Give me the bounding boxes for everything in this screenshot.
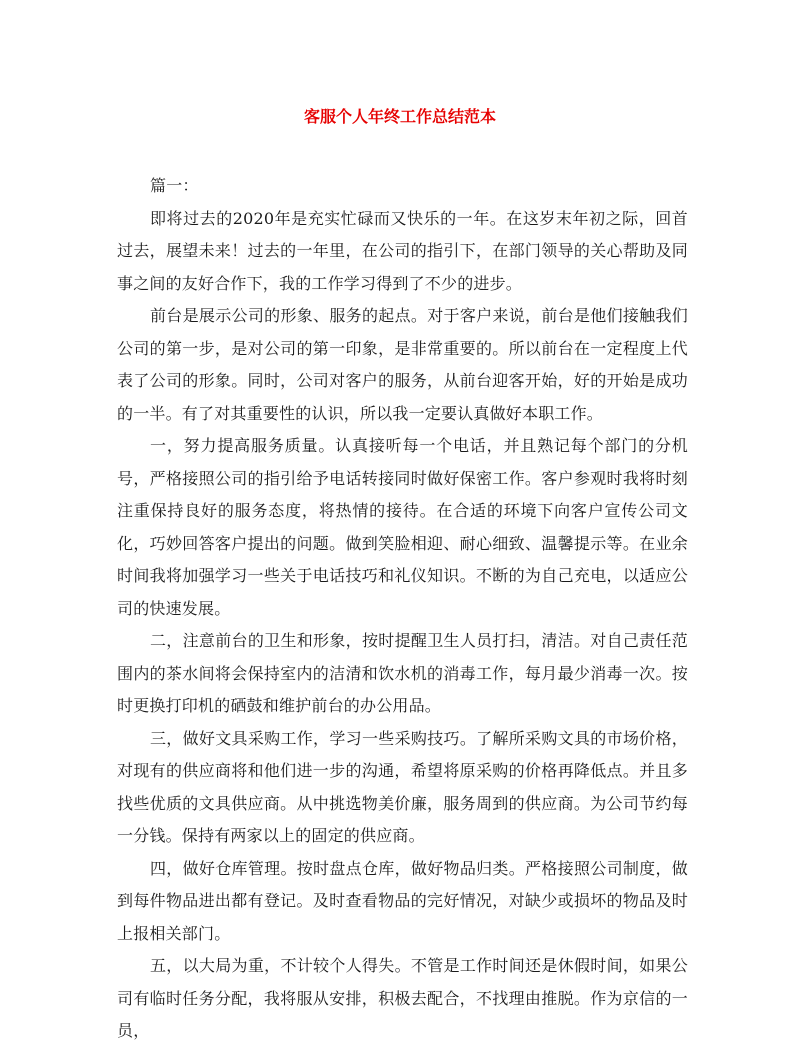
- paragraph-front-desk: 前台是展示公司的形象、服务的起点。对于客户来说，前台是他们接触我们公司的第一步，是对公司的第一印象，是非常重要的。所以前台在一定程度上代表了公司的形象。同时，公司对客户的服务，从前台迎客开始，好的开始是成功的一半。有了对其重要性的认识，所以我一定要认真做好本职工作。: [117, 306, 688, 423]
- paragraph-item-3: 三，做好文具采购工作，学习一些采购技巧。了解所采购文具的市场价格，对现有的供应商将和他们进一步的沟通，希望将原采购的价格再降低点。并且多找些优质的文具供应商。从中挑选物美价廉，服务周到的供应商。为公司节约每一分钱。保持有两家以上的固定的供应商。: [117, 728, 688, 845]
- paragraph-section-heading: 篇一：: [150, 176, 199, 195]
- document-body: [117, 170, 688, 1048]
- paragraph-item-1: 一，努力提高服务质量。认真接听每一个电话，并且熟记每个部门的分机号，严格接照公司的指引给予电话转接同时做好保密工作。客户参观时我将时刻注重保持良好的服务态度，将热情的接待。在合适的环境下向客户宣传公司文化，巧妙回答客户提出的问题。做到笑脸相迎、耐心细致、温馨提示等。在业余时间我将加强学习一些关于电话技巧和礼仪知识。不断的为自己充电，以适应公司的快速发展。: [117, 436, 688, 618]
- paragraph-item-2: 二，注意前台的卫生和形象，按时提醒卫生人员打扫，清洁。对自己责任范围内的茶水间将会保持室内的洁清和饮水机的消毒工作，每月最少消毒一次。按时更换打印机的硒鼓和维护前台的办公用品。: [117, 631, 688, 715]
- paragraph-item-4: 四，做好仓库管理。按时盘点仓库，做好物品归类。严格接照公司制度，做到每件物品进出都有登记。及时查看物品的完好情况，对缺少或损坏的物品及时上报相关部门。: [117, 858, 688, 943]
- document-title: 客服个人年终工作总结范本: [303, 107, 496, 126]
- paragraph-item-5: 五，以大局为重，不计较个人得失。不管是工作时间还是休假时间，如果公司有临时任务分配，我将服从安排，积极去配合，不找理由推脱。作为京信的一员，: [117, 956, 688, 1040]
- paragraph-intro: 即将过去的2020年是充实忙碌而又快乐的一年。在这岁末年初之际，回首过去，展望未来！过去的一年里，在公司的指引下，在部门领导的关心帮助及同事之间的友好合作下，我的工作学习得到了不少的进步。: [117, 208, 688, 293]
